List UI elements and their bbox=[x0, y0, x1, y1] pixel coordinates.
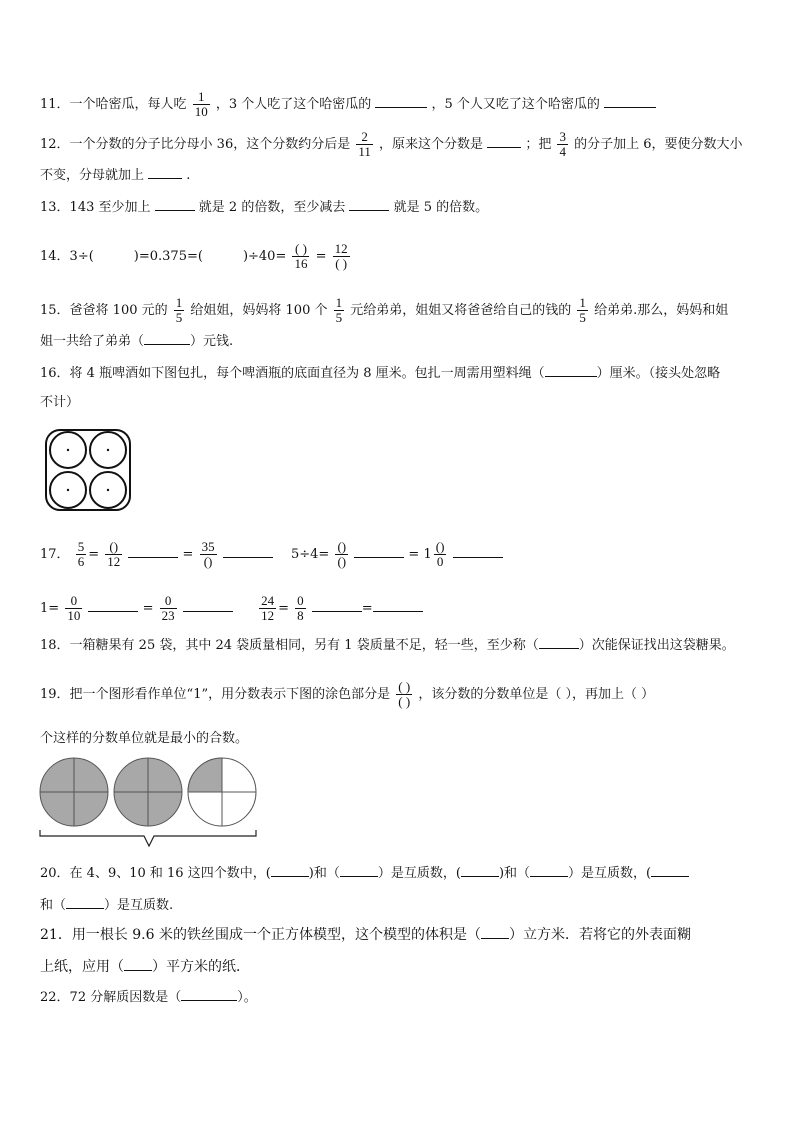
question-20: 20．在 4、9、10 和 16 这四个数中，( )和（ ）是互质数，( )和（ ）是互质数，( bbox=[40, 864, 689, 883]
answer-blank[interactable] bbox=[539, 636, 579, 649]
question-17: 17． $\frac{5}{6}$ = $\frac{()}{12}$ = $\frac{35}{()}$ 5÷4= $\frac{()}{()}$ = 1 $\frac{()}{0}$ bbox=[40, 540, 503, 569]
question-21-cont: 上纸，应用（ ）平方米的纸． bbox=[40, 959, 250, 975]
answer-blank[interactable] bbox=[354, 545, 404, 558]
fraction: $\frac{( )}{( )}$ bbox=[398, 679, 411, 709]
question-16: 16．将 4 瓶啤酒如下图包扎，每个啤酒瓶的底面直径为 8 厘米。包扎一周需用塑料绳（ ）厘米。（接头处忽略 bbox=[40, 366, 721, 381]
question-17-row2: 1= $\frac{0}{10}$ = $\frac{0}{23}$ $\frac{24}{12}$ = $\frac{0}{8}$ = bbox=[40, 594, 423, 623]
fraction: $\frac{()}{()}$ bbox=[337, 539, 347, 569]
answer-blank[interactable] bbox=[181, 988, 237, 1001]
fraction: $\frac{24}{12}$ bbox=[261, 593, 275, 623]
question-14: 14．3÷( )=0.375=( )÷40= $\frac{( )}{16}$ = $\frac{12}{( )}$ bbox=[40, 241, 348, 271]
answer-blank[interactable] bbox=[604, 95, 656, 108]
answer-blank[interactable] bbox=[124, 958, 152, 971]
question-13: 13．143 至少加上 就是 2 的倍数，至少减去 就是 5 的倍数。 bbox=[40, 200, 489, 215]
answer-blank[interactable] bbox=[453, 545, 503, 558]
fraction: $\frac{12}{( )}$ bbox=[334, 241, 348, 271]
fraction: $\frac{0}{10}$ bbox=[67, 593, 81, 623]
answer-blank[interactable] bbox=[223, 545, 273, 558]
fraction: $\frac{1}{5}$ bbox=[335, 295, 343, 325]
answer-blank[interactable] bbox=[487, 135, 521, 148]
answer-blank[interactable] bbox=[530, 864, 568, 877]
fraction: $\frac{3}{4}$ bbox=[559, 129, 566, 159]
fraction: $\frac{35}{()}$ bbox=[201, 539, 215, 569]
answer-blank[interactable] bbox=[271, 864, 309, 877]
question-20-cont: 和（ ）是互质数. bbox=[40, 898, 174, 913]
question-15: 15．爸爸将 100 元的 $\frac{1}{5}$ 给姐姐，妈妈将 100 个 $\frac{1}{5}$ 元给弟弟，姐姐又将爸爸给自己的钱的 $\frac{1}{5}$ 给弟弟.那么，妈妈和姐 bbox=[40, 295, 729, 325]
fraction: $\frac{1}{5}$ bbox=[579, 295, 586, 325]
question-12-cont: 不变，分母就加上 . bbox=[40, 168, 191, 183]
fraction: $\frac{0}{8}$ bbox=[297, 593, 304, 623]
answer-blank[interactable] bbox=[461, 864, 499, 877]
fraction: $\frac{()}{0}$ bbox=[435, 539, 445, 569]
answer-blank[interactable] bbox=[373, 599, 423, 612]
question-18: 18．一箱糖果有 25 袋，其中 24 袋质量相同，另有 1 袋质量不足，轻一些，至少称（ ）次能保证找出这袋糖果。 bbox=[40, 638, 735, 653]
question-19-cont: 个这样的分数单位就是最小的合数。 bbox=[40, 731, 249, 746]
question-11: 11．一个哈密瓜，每人吃 $\frac{1}{10}$ ，3 个人吃了这个哈密瓜的 ，5 个人又吃了这个哈密瓜的 bbox=[40, 90, 656, 119]
question-19: 19．把一个图形看作单位“1”，用分数表示下图的涂色部分是 $\frac{( )}{( )}$ ，该分数的分数单位是（ ），再加上（ ） bbox=[40, 679, 655, 709]
answer-blank[interactable] bbox=[88, 599, 138, 612]
question-21: 21．用一根长 9.6 米的铁丝围成一个正方体模型，这个模型的体积是（ ）立方米．若将它的外表面糊 bbox=[40, 927, 691, 943]
answer-blank[interactable] bbox=[144, 332, 190, 345]
question-22: 22．72 分解质因数是（ ）。 bbox=[40, 990, 257, 1005]
fraction: $\frac{5}{6}$ bbox=[77, 539, 85, 569]
answer-blank[interactable] bbox=[128, 545, 178, 558]
answer-blank[interactable] bbox=[651, 864, 689, 877]
answer-blank[interactable] bbox=[375, 95, 427, 108]
answer-blank[interactable] bbox=[155, 198, 195, 211]
answer-blank[interactable] bbox=[340, 864, 378, 877]
shaded-circles-figure bbox=[36, 756, 262, 852]
fraction: $\frac{2}{11}$ bbox=[358, 129, 371, 159]
fraction: $\frac{1}{5}$ bbox=[175, 295, 183, 325]
answer-blank[interactable] bbox=[66, 896, 104, 909]
fraction: $\frac{( )}{16}$ bbox=[294, 241, 308, 271]
fraction: $\frac{1}{10}$ bbox=[194, 89, 208, 119]
answer-blank[interactable] bbox=[183, 599, 233, 612]
question-15-cont: 姐一共给了弟弟（ ）元钱. bbox=[40, 334, 234, 349]
fraction: $\frac{0}{23}$ bbox=[161, 593, 175, 623]
answer-blank[interactable] bbox=[148, 166, 182, 179]
answer-blank[interactable] bbox=[349, 198, 389, 211]
question-16-cont: 不计） bbox=[40, 395, 80, 410]
answer-blank[interactable] bbox=[312, 599, 362, 612]
fraction: $\frac{()}{12}$ bbox=[107, 539, 121, 569]
bottles-bundle-figure bbox=[44, 428, 134, 514]
question-12: 12．一个分数的分子比分母小 36，这个分数约分后是 $\frac{2}{11}$ ，原来这个分数是 ；把 $\frac{3}{4}$ 的分子加上 6，要使分数大小 bbox=[40, 129, 743, 159]
answer-blank[interactable] bbox=[481, 926, 509, 939]
answer-blank[interactable] bbox=[545, 364, 597, 377]
